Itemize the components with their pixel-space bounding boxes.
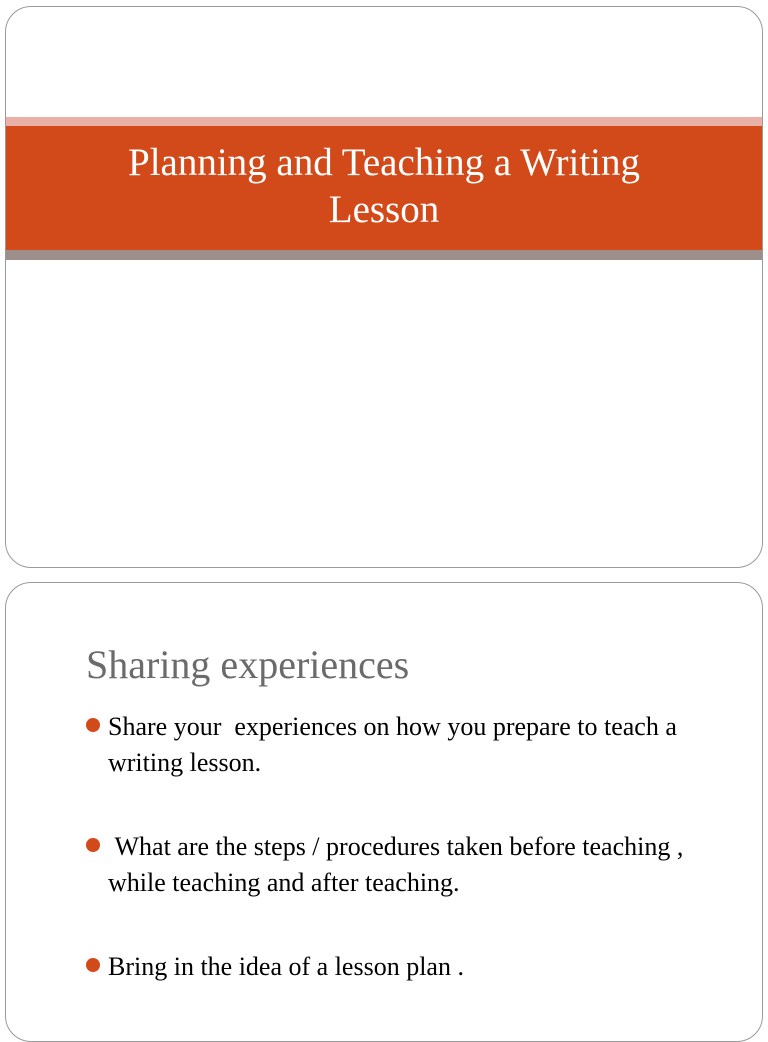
bullet-item	[86, 949, 706, 985]
bullet-text: Bring in the idea of a lesson plan .	[108, 952, 464, 981]
title-slide	[5, 6, 763, 568]
title-accent-stripe-bottom	[6, 250, 762, 260]
bullet-dot-icon	[86, 958, 100, 972]
bullet-item	[86, 709, 706, 781]
content-slide	[5, 582, 763, 1042]
bullet-dot-icon	[86, 838, 100, 852]
title-band	[6, 126, 762, 250]
bullet-dot-icon	[86, 718, 100, 732]
bullet-text: Share your experiences on how you prepare to teach a writing lesson.	[108, 712, 684, 777]
slide-title: Planning and Teaching a Writing Lesson	[128, 141, 640, 231]
title-accent-stripe-top	[6, 117, 762, 126]
slide-heading: Sharing experiences	[86, 642, 410, 687]
bullet-text: What are the steps / procedures taken before teaching , while teaching and after teaching.	[108, 832, 690, 897]
bullet-item	[86, 829, 706, 901]
